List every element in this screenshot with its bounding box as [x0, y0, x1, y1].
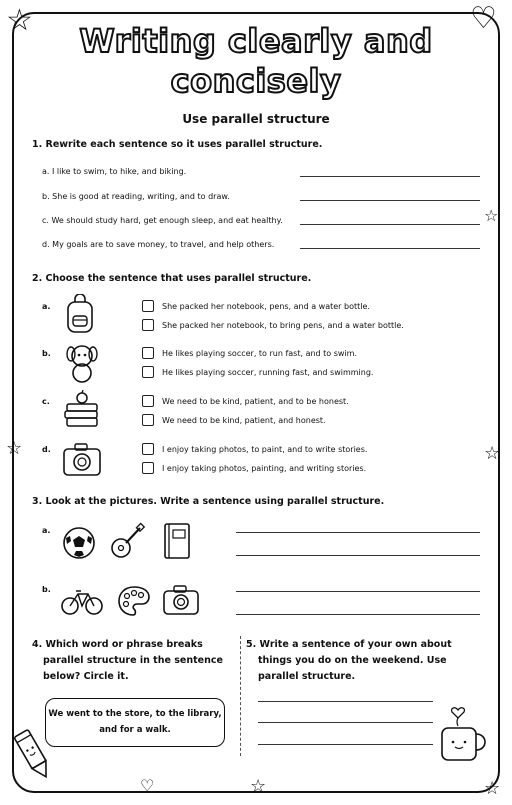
option-checkbox[interactable] — [142, 414, 154, 426]
section-5-line-3: parallel structure. — [258, 671, 356, 682]
section-1-item-a: a. I like to swim, to hike, and biking. — [42, 167, 187, 176]
soccer-ball-icon — [62, 526, 96, 560]
group-d-letter: d. — [42, 445, 51, 454]
camera-icon — [162, 584, 200, 616]
coffee-mug-icon — [438, 704, 494, 766]
group-b-option-2: He likes playing soccer, running fast, and swimming. — [162, 368, 374, 377]
row-a-letter: a. — [42, 526, 51, 535]
star-icon: ☆ — [484, 206, 499, 225]
section-1-item-d: d. My goals are to save money, to travel, and help others. — [42, 240, 275, 249]
pencil-character-icon — [12, 726, 56, 786]
answer-line[interactable] — [300, 224, 480, 225]
star-icon: ☆ — [250, 776, 267, 797]
answer-line[interactable] — [236, 591, 480, 592]
heart-icon: ♡ — [140, 776, 155, 795]
answer-line[interactable] — [300, 200, 480, 201]
option-checkbox[interactable] — [142, 443, 154, 455]
section-2-heading: 2. Choose the sentence that uses parallel structure. — [32, 273, 312, 284]
option-checkbox[interactable] — [142, 366, 154, 378]
group-a-letter: a. — [42, 302, 51, 311]
group-a-option-1: She packed her notebook, pens, and a water bottle. — [162, 302, 370, 311]
group-d-option-1: I enjoy taking photos, to paint, and to write stories. — [162, 445, 368, 454]
bicycle-icon — [60, 586, 104, 616]
section-5-line-2: things you do on the weekend. Use — [258, 655, 447, 666]
answer-line[interactable] — [236, 614, 480, 615]
section-1-item-c: c. We should study hard, get enough sleep, and eat healthy. — [42, 216, 283, 225]
star-icon: ☆ — [6, 438, 23, 459]
option-checkbox[interactable] — [142, 395, 154, 407]
group-b-option-1: He likes playing soccer, to run fast, and to swim. — [162, 349, 358, 358]
subtitle: Use parallel structure — [182, 112, 330, 126]
camera-icon — [62, 441, 102, 477]
group-c-option-2: We need to be kind, patient, and honest. — [162, 416, 326, 425]
paint-palette-icon — [116, 584, 152, 618]
group-d-option-2: I enjoy taking photos, painting, and writing stories. — [162, 464, 367, 473]
section-4-line-3: below? Circle it. — [43, 671, 129, 682]
answer-line[interactable] — [236, 532, 480, 533]
group-a-option-2: She packed her notebook, to bring pens, and a water bottle. — [162, 321, 404, 330]
books-apple-icon — [62, 390, 102, 430]
book-icon — [162, 522, 192, 560]
answer-line[interactable] — [300, 248, 480, 249]
backpack-icon — [62, 294, 98, 334]
puppy-icon — [62, 342, 102, 384]
section-3-heading: 3. Look at the pictures. Write a sentence using parallel structure. — [32, 496, 385, 507]
section-5-line-1: 5. Write a sentence of your own about — [246, 639, 452, 650]
heart-corner-icon: ♡ — [470, 1, 497, 36]
sentence-box-line-1: We went to the store, to the library, — [48, 709, 222, 719]
answer-line[interactable] — [236, 555, 480, 556]
option-checkbox[interactable] — [142, 347, 154, 359]
answer-line[interactable] — [258, 722, 433, 723]
option-checkbox[interactable] — [142, 462, 154, 474]
guitar-icon — [108, 522, 146, 560]
star-icon: ☆ — [484, 778, 501, 799]
title-line-2: concisely — [170, 62, 342, 100]
row-b-letter: b. — [42, 585, 51, 594]
sentence-box-line-2: and for a walk. — [99, 725, 171, 735]
answer-line[interactable] — [258, 701, 433, 702]
option-checkbox[interactable] — [142, 300, 154, 312]
answer-line[interactable] — [300, 176, 480, 177]
section-1-item-b: b. She is good at reading, writing, and to draw. — [42, 192, 230, 201]
group-b-letter: b. — [42, 349, 51, 358]
group-c-letter: c. — [42, 397, 50, 406]
section-4-line-1: 4. Which word or phrase breaks — [32, 639, 203, 650]
section-1-heading: 1. Rewrite each sentence so it uses parallel structure. — [32, 139, 323, 150]
answer-line[interactable] — [258, 744, 433, 745]
section-4-line-2: parallel structure in the sentence — [43, 655, 223, 666]
star-icon: ☆ — [484, 443, 501, 464]
title-line-1: Writing clearly and — [79, 22, 433, 60]
section-divider — [240, 636, 241, 756]
group-c-option-1: We need to be kind, patient, and to be honest. — [162, 397, 349, 406]
star-corner-icon: ☆ — [6, 3, 33, 38]
option-checkbox[interactable] — [142, 319, 154, 331]
